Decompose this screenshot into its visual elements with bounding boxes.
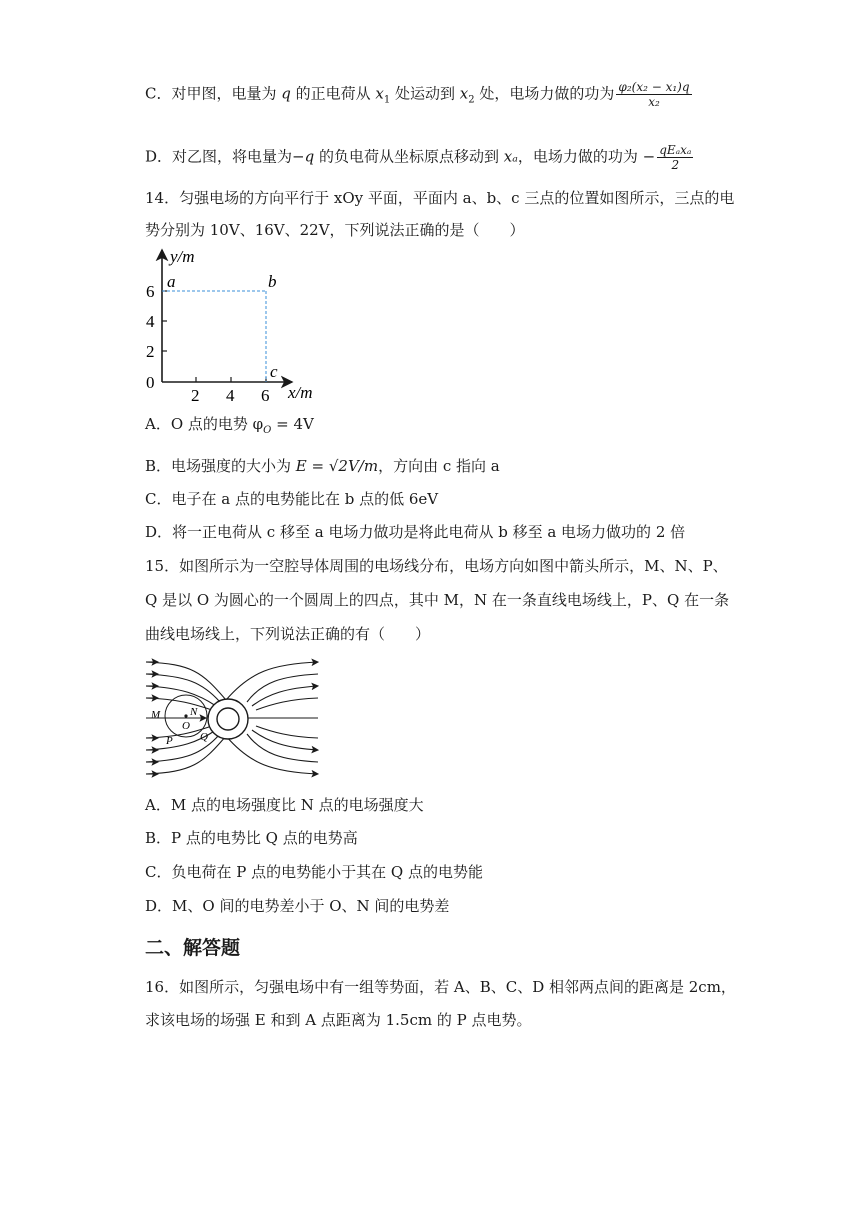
q14-y-tick-4: 4 bbox=[146, 312, 155, 331]
q15-stem-line1: 15．如图所示为一空腔导体周围的电场线分布，电场方向如图中箭头所示，M、N、P、 bbox=[145, 557, 728, 575]
q13-option-d: D．对乙图，将电量为−q 的负电荷从坐标原点移动到 xₐ，电场力做的功为 − $\frac{\text{qEₐxₐ}}{2}$ bbox=[145, 143, 692, 172]
q15-conductor-outer bbox=[208, 699, 248, 739]
q14-y-axis-label: y/m bbox=[170, 247, 195, 266]
q15-field-lines-figure bbox=[142, 652, 322, 784]
q15-option-b: B．P 点的电势比 Q 点的电势高 bbox=[145, 829, 358, 847]
q14-option-d: D．将一正电荷从 c 移至 a 电场力做功是将此电荷从 b 移至 a 电场力做功的 2 倍 bbox=[145, 523, 686, 541]
q14-stem-line2: 势分别为 10V、16V、22V，下列说法正确的是（ ） bbox=[145, 221, 525, 239]
q14-option-c: C．电子在 a 点的电势能比在 b 点的低 6eV bbox=[145, 490, 439, 508]
q15-stem-line2: Q 是以 O 为圆心的一个圆周上的四点，其中 M，N 在一条直线电场线上，P、Q 在一条 bbox=[145, 591, 730, 609]
q14-stem-line1: 14．匀强电场的方向平行于 xOy 平面，平面内 a、b、c 三点的位置如图所示，三点的电 bbox=[145, 189, 735, 207]
q14-y-tick-6: 6 bbox=[146, 282, 155, 301]
q15-option-c: C．负电荷在 P 点的电势能小于其在 Q 点的电势能 bbox=[145, 863, 483, 881]
q15-label-q: Q bbox=[200, 731, 208, 743]
q14-x-axis-label: x/m bbox=[288, 383, 313, 402]
q15-label-p: P bbox=[166, 735, 173, 747]
q13-option-c: C．对甲图，电量为 q 的正电荷从 $x_1$ 处运动到 $x_2$ 处，电场力做的功为 $\frac{\text{φ₂(x₂ − x₁)q}}{\text{x₂}}$ bbox=[145, 80, 690, 109]
q16-stem-line1: 16．如图所示，匀强电场中有一组等势面，若 A、B、C、D 相邻两点间的距离是 2cm， bbox=[145, 978, 736, 996]
q14-point-c: c bbox=[270, 362, 278, 381]
q14-y-tick-2: 2 bbox=[146, 342, 155, 361]
q15-option-a: A．M 点的电场强度比 N 点的电场强度大 bbox=[145, 796, 424, 814]
q14-option-a: A．O 点的电势 $\varphi_O = 4V$ bbox=[145, 415, 314, 436]
q15-option-d: D．M、O 间的电势差小于 O、N 间的电势差 bbox=[145, 897, 450, 915]
q16-stem-line2: 求该电场的场强 E 和到 A 点距离为 1.5cm 的 P 点电势。 bbox=[145, 1011, 532, 1029]
q14-origin-label: 0 bbox=[146, 373, 155, 392]
q13-c-work-fraction: $\frac{\text{φ₂(x₂ − x₁)q}}{\text{x₂}}$ bbox=[618, 80, 690, 109]
q13-d-work-fraction: $\frac{\text{qEₐxₐ}}{2}$ bbox=[659, 143, 692, 172]
q14-x-tick-4: 4 bbox=[226, 386, 235, 404]
q14-option-b: B．电场强度的大小为 E = √2V/m，方向由 c 指向 a bbox=[145, 457, 500, 475]
q14-coordinate-figure bbox=[140, 244, 330, 404]
q15-stem-line3: 曲线电场线上，下列说法正确的有（ ） bbox=[145, 625, 431, 643]
section-heading-answer-questions: 二、解答题 bbox=[145, 937, 241, 959]
q14-x-tick-2: 2 bbox=[191, 386, 200, 404]
q15-label-n: N bbox=[190, 706, 198, 718]
q14-point-b: b bbox=[268, 272, 277, 291]
q15-label-m: M bbox=[151, 709, 161, 721]
q14-x-tick-6: 6 bbox=[261, 386, 270, 404]
q14-point-a: a bbox=[167, 272, 176, 291]
q15-label-o: O bbox=[182, 720, 190, 732]
